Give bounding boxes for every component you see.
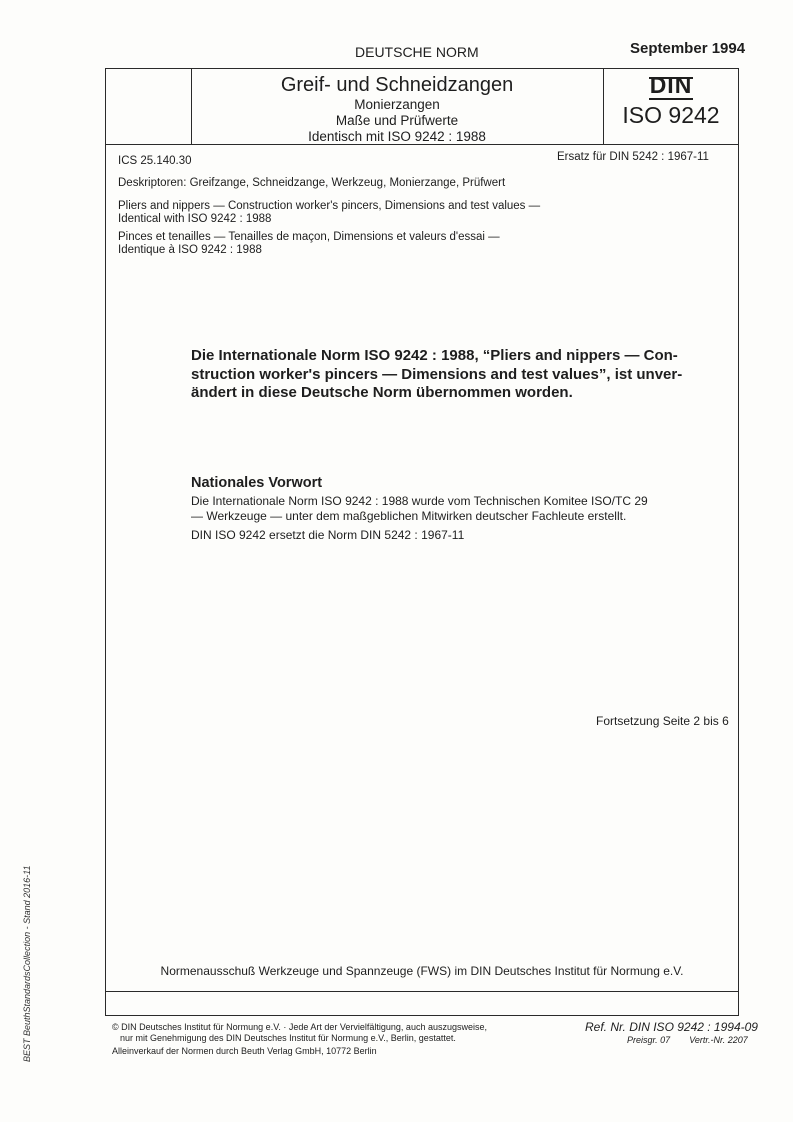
price-info (627, 1035, 748, 1045)
adoption-statement-line-1: Die Internationale Norm ISO 9242 : 1988, “Pliers and nippers — Con- (191, 347, 678, 364)
title-block (192, 70, 602, 145)
continuation-note: Fortsetzung Seite 2 bis 6 (596, 714, 729, 728)
national-foreword-line-1: Die Internationale Norm ISO 9242 : 1988 wurde vom Technischen Komitee ISO/TC 29 (191, 494, 648, 508)
ics-code: ICS 25.140.30 (118, 155, 192, 167)
english-title-line-2: Identical with ISO 9242 : 1988 (118, 213, 272, 225)
french-title-line-1: Pinces et tenailles — Tenailles de maçon, Dimensions et valeurs d'essai — (118, 231, 500, 243)
french-title-line-2: Identique à ISO 9242 : 1988 (118, 244, 262, 256)
document-subtitle-1: Monierzangen (354, 97, 440, 112)
footer-top-rule (105, 991, 739, 992)
national-foreword-line-2: — Werkzeuge — unter dem maßgeblichen Mitwirken deutscher Fachleute erstellt. (191, 509, 627, 523)
national-foreword-body (191, 494, 719, 524)
document-subtitle-2: Maße und Prüfwerte (335, 113, 459, 128)
collection-watermark: BEST BeuthStandardsCollection - Stand 2016-11 (22, 865, 32, 1062)
standard-number: ISO 9242 (622, 102, 720, 128)
sales-number: Vertr.-Nr. 2207 (689, 1035, 748, 1045)
din-logo-mark: DIN (649, 72, 693, 98)
national-foreword-replaces: DIN ISO 9242 ersetzt die Norm DIN 5242 : 1967-11 (191, 528, 465, 542)
din-logo-underline (649, 98, 693, 100)
replaces-note: Ersatz für DIN 5242 : 1967-11 (557, 151, 709, 163)
descriptors: Deskriptoren: Greifzange, Schneidzange, Werkzeug, Monierzange, Prüfwert (118, 177, 506, 189)
copyright-notice (112, 1022, 487, 1057)
reference-number: Ref. Nr. DIN ISO 9242 : 1994-09 (585, 1020, 758, 1034)
adoption-statement-line-2: struction worker's pincers — Dimensions and test values”, ist unver- (191, 365, 683, 383)
publication-date: September 1994 (630, 40, 746, 57)
adoption-statement-line-3: ändert in diese Deutsche Norm übernommen worden. (191, 384, 573, 401)
national-foreword-heading: Nationales Vorwort (191, 475, 323, 491)
standards-committee: Normenausschuß Werkzeuge und Spannzeuge (FWS) im DIN Deutsches Institut für Normung e.V. (160, 964, 684, 978)
document-identical-note: Identisch mit ISO 9242 : 1988 (308, 129, 486, 144)
sales-note: Alleinverkauf der Normen durch Beuth Verlag GmbH, 10772 Berlin (112, 1046, 377, 1056)
english-title-line-1: Pliers and nippers — Construction worker's pincers, Dimensions and test values — (118, 200, 541, 212)
copyright-line-1: © DIN Deutsches Institut für Normung e.V. · Jede Art der Vervielfältigung, auch auszugsweise, (112, 1022, 487, 1032)
copyright-line-2: nur mit Genehmigung des DIN Deutsches Institut für Normung e.V., Berlin, gestattet. (120, 1033, 456, 1043)
norm-type-label: DEUTSCHE NORM (355, 44, 479, 60)
document-title: Greif- und Schneidzangen (280, 74, 514, 96)
price-group: Preisgr. 07 (627, 1035, 671, 1045)
adoption-statement (191, 347, 719, 403)
